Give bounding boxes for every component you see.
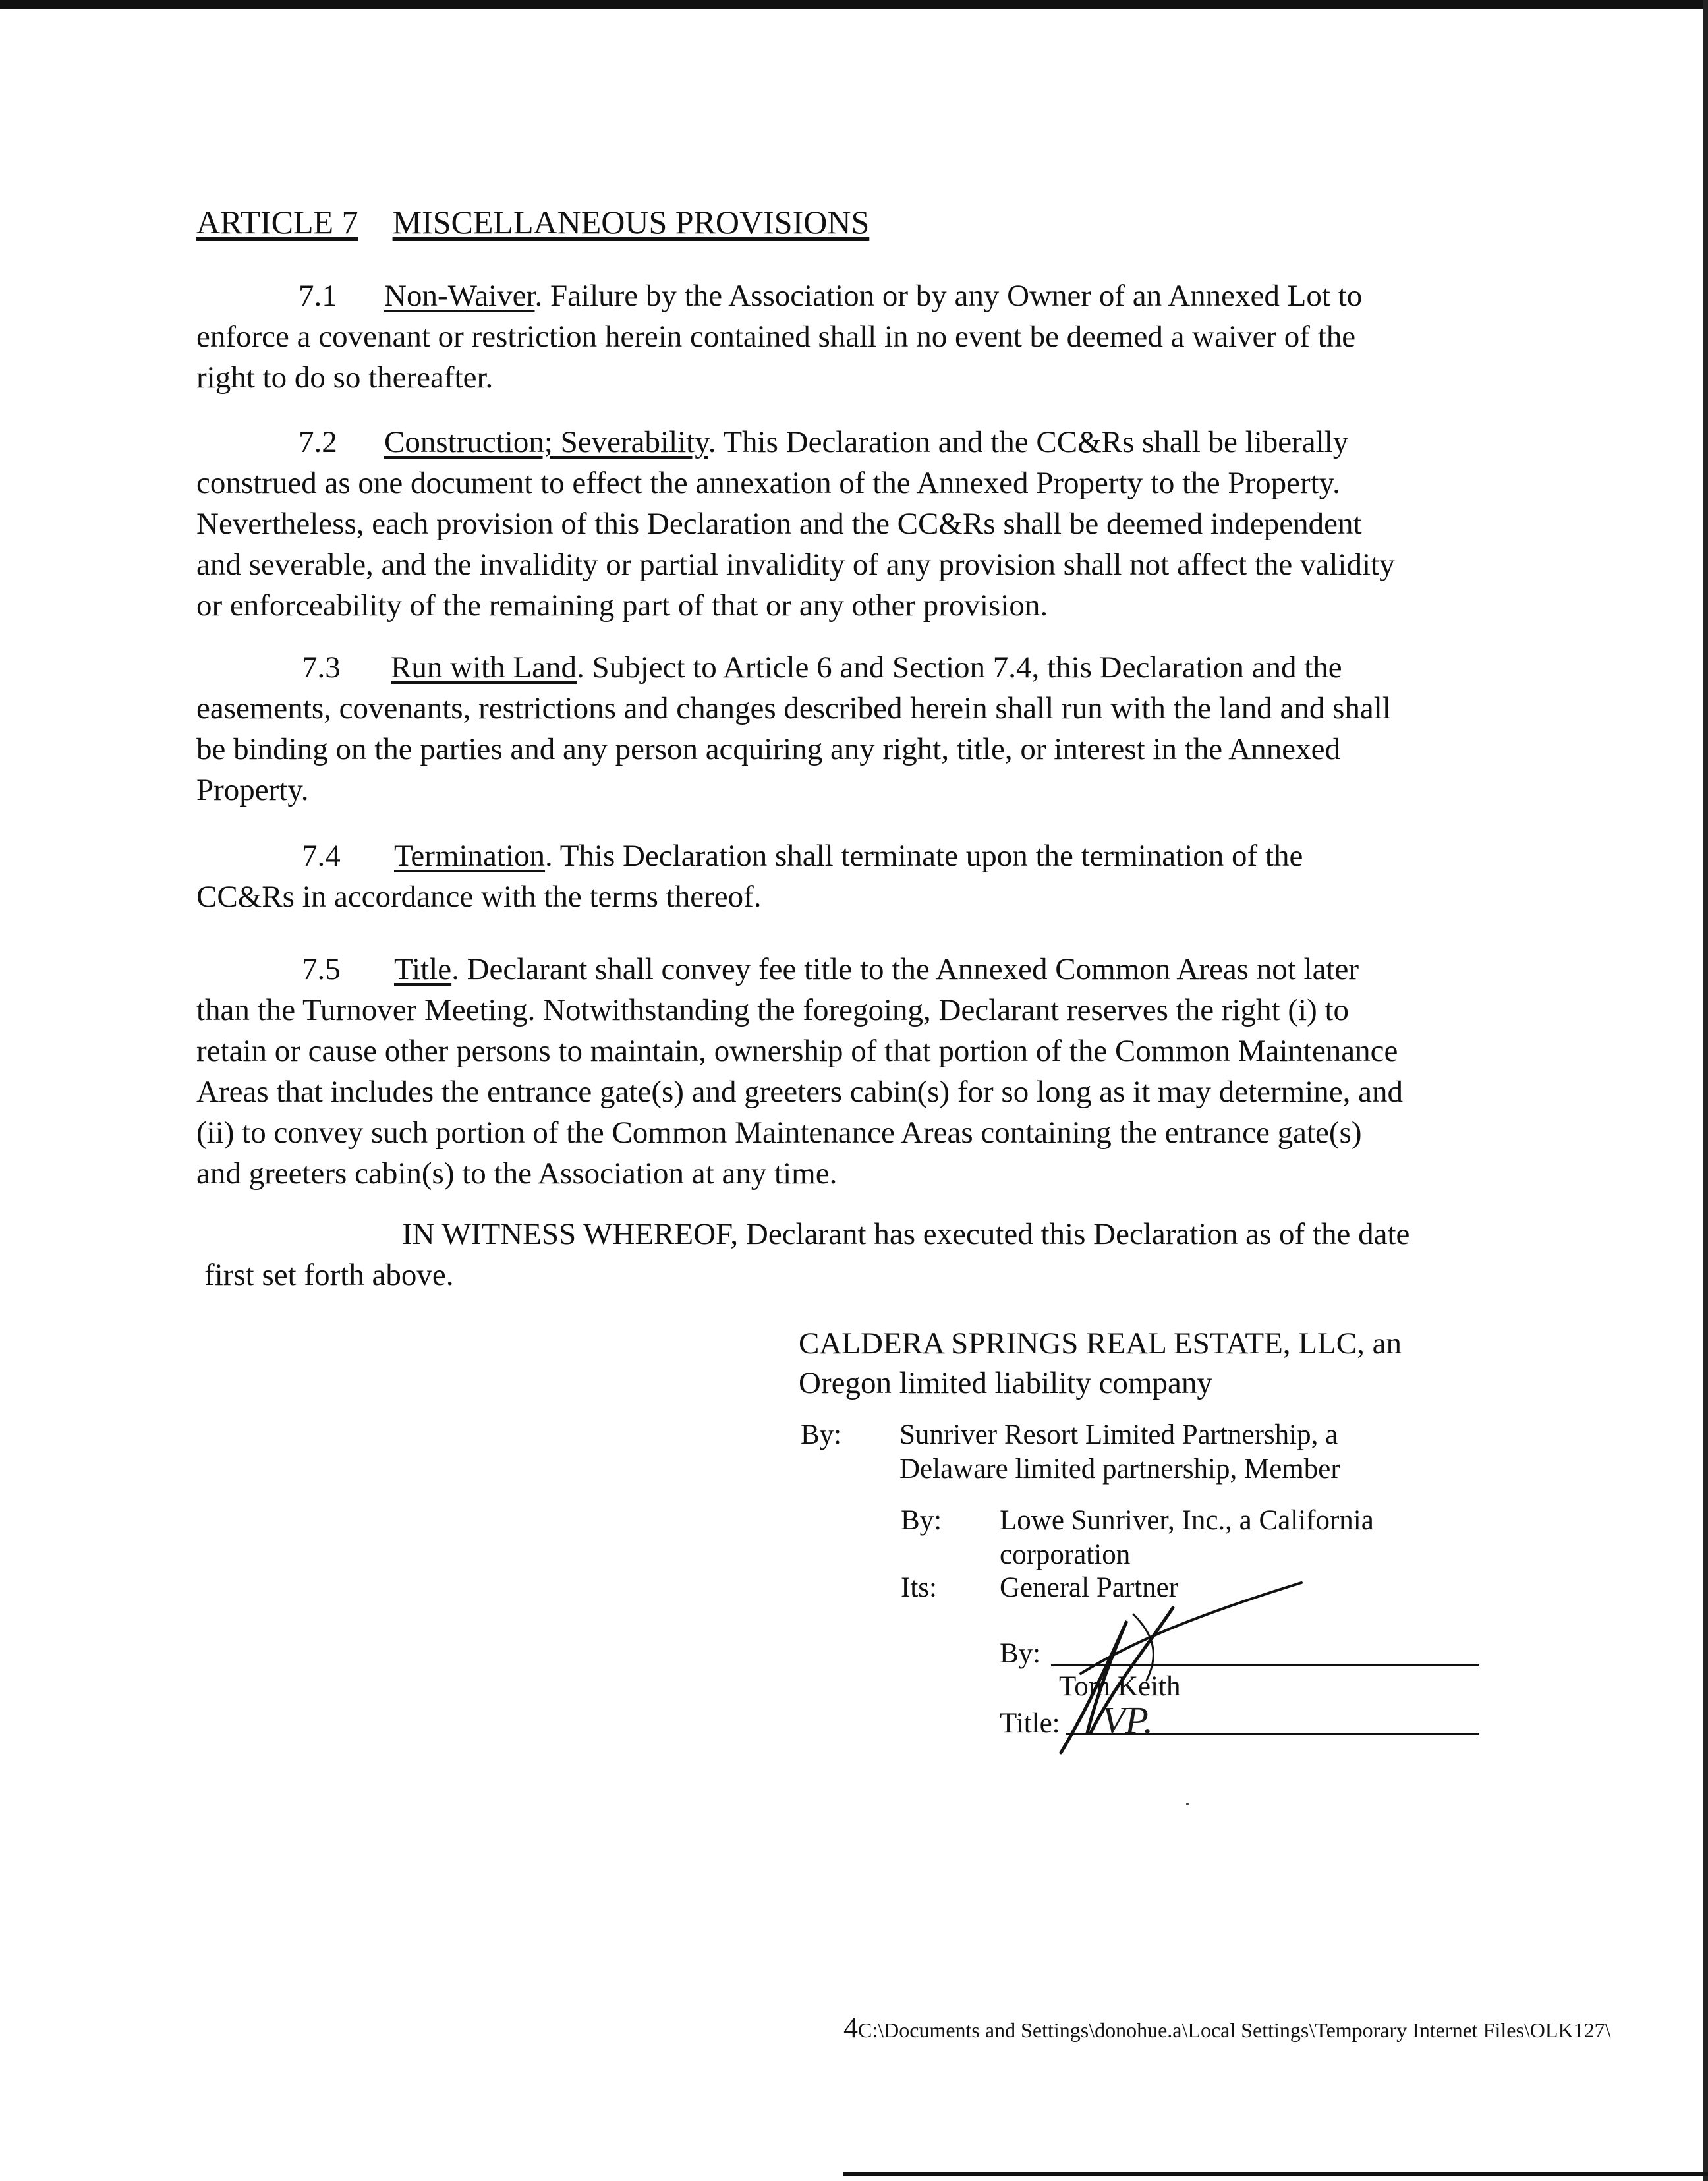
- section-line: CC&Rs in accordance with the terms thereof.: [196, 880, 762, 914]
- section-number: 7.4: [302, 839, 341, 873]
- section-7-4: [196, 836, 1488, 917]
- section-number: 7.2: [299, 425, 337, 459]
- article-heading: [196, 203, 869, 241]
- its-value: General Partner: [1000, 1572, 1178, 1603]
- witness-clause: [204, 1214, 1496, 1295]
- section-line: or enforceability of the remaining part of that or any other provision.: [196, 588, 1048, 623]
- section-first-line: 7.5 Title. Declarant shall convey fee title to the Annexed Common Areas not later: [196, 949, 1488, 990]
- footer: [843, 2011, 1610, 2045]
- partner-line-1: Lowe Sunriver, Inc., a California: [1000, 1505, 1374, 1536]
- section-title: Run with Land: [391, 650, 577, 685]
- signer-name: Tom Keith: [1059, 1671, 1181, 1702]
- by-label-1: By:: [801, 1419, 842, 1450]
- section-line: (ii) to convey such portion of the Common Maintenance Areas containing the entrance gate(s): [196, 1116, 1362, 1150]
- section-number: 7.1: [299, 279, 337, 313]
- section-line: easements, covenants, restrictions and changes described herein shall run with the land and shall: [196, 691, 1391, 725]
- section-line: and greeters cabin(s) to the Association at any time.: [196, 1156, 838, 1191]
- its-label: Its:: [901, 1572, 937, 1603]
- by-label-3: By:: [1000, 1638, 1041, 1669]
- section-title: Title: [394, 952, 452, 986]
- scan-edge-right: [1703, 0, 1708, 2181]
- section-7-2: [196, 422, 1488, 626]
- partner-line-2: corporation: [1000, 1539, 1131, 1570]
- scan-edge-bottom: [843, 2172, 1708, 2176]
- article-number: ARTICLE 7: [196, 204, 358, 241]
- company-name-line-1: CALDERA SPRINGS REAL ESTATE, LLC, an: [799, 1326, 1402, 1361]
- section-line: than the Turnover Meeting. Notwithstanding the foregoing, Declarant reserves the right (i) to: [196, 993, 1350, 1027]
- section-line: be binding on the parties and any person acquiring any right, title, or interest in the Annexed: [196, 732, 1340, 766]
- article-title: MISCELLANEOUS PROVISIONS: [392, 204, 870, 241]
- section-number: 7.3: [302, 650, 341, 685]
- handwritten-signature: [1041, 1568, 1318, 1766]
- section-first-line: 7.3 Run with Land. Subject to Article 6 and Section 7.4, this Declaration and the: [196, 647, 1488, 688]
- by-label-2: By:: [901, 1505, 942, 1536]
- section-first-line: 7.4 Termination. This Declaration shall terminate upon the termination of the: [196, 836, 1488, 876]
- section-title: Construction; Severability: [384, 425, 708, 459]
- section-number: 7.5: [302, 952, 341, 986]
- section-line: Areas that includes the entrance gate(s) and greeters cabin(s) for so long as it may determine, and: [196, 1075, 1403, 1109]
- company-name-line-2: Oregon limited liability company: [799, 1366, 1212, 1400]
- section-line: construed as one document to effect the annexation of the Annexed Property to the Property.: [196, 466, 1340, 500]
- section-7-1: [196, 275, 1488, 398]
- section-first-line: 7.2 Construction; Severability. This Declaration and the CC&Rs shall be liberally: [196, 422, 1488, 463]
- section-line: enforce a covenant or restriction herein contained shall in no event be deemed a waiver of the: [196, 320, 1356, 354]
- section-line: retain or cause other persons to maintain, ownership of that portion of the Common Maintenance: [196, 1034, 1398, 1068]
- section-7-3: [196, 647, 1488, 810]
- section-line: Nevertheless, each provision of this Declaration and the CC&Rs shall be deemed independent: [196, 507, 1362, 541]
- scan-edge-top: [0, 0, 1708, 9]
- title-value-handwritten: VP.: [1102, 1699, 1153, 1742]
- witness-line: IN WITNESS WHEREOF, Declarant has executed this Declaration as of the date: [402, 1217, 1410, 1251]
- section-first-line: 7.1 Non-Waiver. Failure by the Association or by any Owner of an Annexed Lot to: [196, 275, 1488, 316]
- section-line: and severable, and the invalidity or partial invalidity of any provision shall not affect the validity: [196, 548, 1395, 582]
- section-line: right to do so thereafter.: [196, 360, 494, 395]
- section-7-5: [196, 949, 1488, 1194]
- member-line-1: Sunriver Resort Limited Partnership, a: [899, 1419, 1338, 1450]
- page-number: 4: [843, 2012, 858, 2044]
- section-title: Non-Waiver: [384, 279, 535, 313]
- file-path: C:\Documents and Settings\donohue.a\Local Settings\Temporary Internet Files\OLK127\: [858, 2018, 1611, 2042]
- title-label: Title:: [1000, 1708, 1060, 1739]
- scan-speck: [1186, 1803, 1189, 1805]
- section-line: Property.: [196, 773, 309, 807]
- witness-line: first set forth above.: [204, 1258, 454, 1292]
- member-line-2: Delaware limited partnership, Member: [899, 1454, 1340, 1485]
- section-title: Termination: [394, 839, 546, 873]
